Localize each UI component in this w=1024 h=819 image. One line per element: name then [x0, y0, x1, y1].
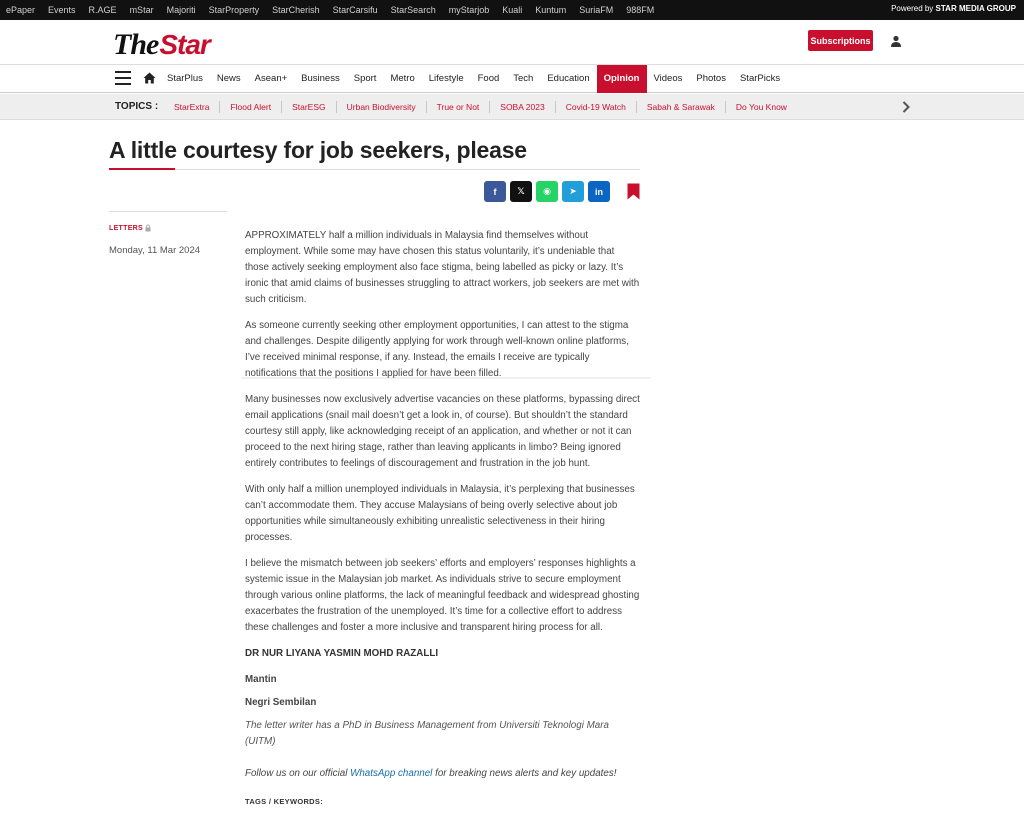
- chevron-right-icon[interactable]: [902, 101, 910, 113]
- network-link-starproperty[interactable]: StarProperty: [208, 5, 260, 15]
- x-icon: 𝕏: [517, 186, 525, 196]
- powered-by-prefix: Powered by: [891, 4, 934, 13]
- topic-soba-2023[interactable]: SOBA 2023: [489, 101, 554, 113]
- topics-bar: [0, 94, 1024, 120]
- nav-item-tech[interactable]: Tech: [513, 73, 534, 84]
- network-link-kuali[interactable]: Kuali: [502, 5, 523, 15]
- article-paragraph: I believe the mismatch between job seekers’ efforts and employers’ responses highlights a systemic issue in the Malaysian job market. As individuals strive to secure employment through various online platforms, the lack of meaningful feedback and widespread ghosting exacerbates the frustration of the unemployed. It’s time for a collective effort to address these challenges and foster a more inclusive and transparent hiring process for all.: [245, 558, 640, 633]
- network-link-mstar[interactable]: mStar: [129, 5, 154, 15]
- tags-label: TAGS / KEYWORDS:: [245, 796, 323, 806]
- article-paragraph: With only half a million unemployed individuals in Malaysia, it’s perplexing that businesses can’t accommodate them. They accuse Malaysians of being overly selective about job opportunities while simultaneously exhibiting unrealistic selectiveness in their hiring processes.: [245, 484, 635, 543]
- topic-do-you-know[interactable]: Do You Know: [725, 101, 797, 113]
- nav-item-metro[interactable]: Metro: [390, 73, 415, 84]
- network-links: [0, 5, 667, 15]
- user-icon[interactable]: [889, 34, 903, 48]
- topics-label: TOPICS :: [115, 101, 159, 112]
- nav-item-asean[interactable]: Asean+: [254, 73, 288, 84]
- follow-prefix: Follow us on our official: [245, 767, 348, 779]
- menu-icon[interactable]: [115, 71, 131, 86]
- nav-item-education[interactable]: Education: [547, 73, 590, 84]
- article-body: [245, 228, 640, 810]
- site-header: [0, 20, 1024, 65]
- article-paragraph: APPROXIMATELY half a million individuals in Malaysia find themselves without employment. While some may have chosen this status voluntarily, it’s undeniable that those actively seeking employment also face stigma, being labelled as picky or lazy. It’s ironic that amid claims of businesses struggling to attract workers, job seekers are met with such criticism.: [245, 230, 640, 305]
- home-icon[interactable]: [143, 72, 156, 84]
- powered-by: [891, 4, 1016, 13]
- network-link-events[interactable]: Events: [48, 5, 76, 15]
- topic-staresg[interactable]: StarESG: [281, 101, 336, 113]
- telegram-icon: ➤: [569, 186, 577, 196]
- powered-by-brand[interactable]: STAR MEDIA GROUP: [935, 4, 1016, 13]
- share-telegram-button[interactable]: [562, 181, 584, 202]
- author-state: Negri Sembilan: [245, 697, 317, 709]
- network-link-epaper[interactable]: ePaper: [6, 5, 36, 15]
- nav-item-news[interactable]: News: [216, 73, 241, 84]
- lock-icon: [145, 224, 151, 232]
- author-name: DR NUR LIYANA YASMIN MOHD RAZALLI: [245, 648, 439, 660]
- nav-item-food[interactable]: Food: [477, 73, 500, 84]
- network-link-rage[interactable]: R.AGE: [88, 5, 117, 15]
- topic-starextra[interactable]: StarExtra: [174, 102, 210, 112]
- nav-item-opinion[interactable]: Opinion: [597, 65, 647, 93]
- topic-sabah-sarawak[interactable]: Sabah & Sarawak: [636, 101, 725, 113]
- meta-divider: [109, 211, 227, 212]
- author-note: The letter writer has a PhD in Business Management from Universiti Teknologi Mara (UITM): [245, 720, 609, 747]
- logo-star: Star: [159, 29, 210, 60]
- topics-items: [164, 94, 797, 120]
- nav-item-photos[interactable]: Photos: [696, 73, 726, 84]
- share-linkedin-button[interactable]: [588, 181, 610, 202]
- network-link-suriafm[interactable]: SuriaFM: [579, 5, 614, 15]
- site-logo[interactable]: [113, 27, 210, 61]
- logo-the: The: [113, 28, 159, 61]
- topic-covid-19-watch[interactable]: Covid-19 Watch: [555, 101, 636, 113]
- page-title: A little courtesy for job seekers, please: [109, 137, 527, 163]
- nav-item-starpicks[interactable]: StarPicks: [739, 73, 781, 84]
- follow-suffix: for breaking news alerts and key updates!: [435, 767, 617, 779]
- network-link-kuntum[interactable]: Kuntum: [535, 5, 567, 15]
- nav-item-business[interactable]: Business: [301, 73, 340, 84]
- category-label[interactable]: LETTERS: [109, 225, 143, 232]
- network-bar: [0, 0, 1024, 20]
- facebook-icon: f: [493, 186, 497, 197]
- author-town: Mantin: [245, 674, 277, 686]
- share-whatsapp-button[interactable]: [536, 181, 558, 202]
- network-link-starcarsifu[interactable]: StarCarsifu: [332, 5, 378, 15]
- linkedin-icon: in: [595, 186, 603, 197]
- whatsapp-icon: ◉: [543, 186, 551, 196]
- topic-true-or-not[interactable]: True or Not: [426, 101, 490, 113]
- nav-item-sport[interactable]: Sport: [353, 73, 377, 84]
- publish-date: Monday, 11 Mar 2024: [109, 245, 201, 256]
- nav-item-starplus[interactable]: StarPlus: [167, 73, 203, 84]
- network-link-mystarjob[interactable]: myStarjob: [448, 5, 490, 15]
- nav-item-videos[interactable]: Videos: [653, 73, 683, 84]
- subscriptions-button[interactable]: Subscriptions: [808, 30, 873, 51]
- network-link-starsearch[interactable]: StarSearch: [390, 5, 436, 15]
- follow-notice: [245, 766, 640, 782]
- topic-flood-alert[interactable]: Flood Alert: [219, 101, 281, 113]
- whatsapp-channel-link[interactable]: WhatsApp channel: [350, 767, 433, 779]
- article-paragraph: Many businesses now exclusively advertise vacancies on these platforms, bypassing direct email applications (snail mail doesn’t get a look in, of course). But shouldn’t the standard courtesy still apply, like acknowledging receipt of an application, and whether or not it can proceed to the next hiring stage, rather than leaving applicants in limbo? Being ignored entirely contributes to feelings of discouragement and frustration in the job hunt.: [245, 394, 640, 469]
- bookmark-icon[interactable]: [627, 183, 640, 200]
- headline-divider: [109, 169, 640, 170]
- headline-accent: [109, 168, 175, 170]
- main-nav: [0, 65, 1024, 93]
- share-facebook-button[interactable]: [484, 181, 506, 202]
- nav-item-lifestyle[interactable]: Lifestyle: [428, 73, 464, 84]
- network-link-starcherish[interactable]: StarCherish: [272, 5, 320, 15]
- nav-items: [160, 65, 787, 93]
- topic-urban-biodiversity[interactable]: Urban Biodiversity: [336, 101, 426, 113]
- network-link-majoriti[interactable]: Majoriti: [166, 5, 196, 15]
- article-paragraph: As someone currently seeking other employment opportunities, I can attest to the stigma and challenges. Despite diligently applying for work through well-known online platforms, I’ve received minimal response, if any. Instead, the emails I receive are typically notifications that the positions I applied for have been filled.: [245, 320, 629, 379]
- network-link-988fm[interactable]: 988FM: [626, 5, 655, 15]
- share-x-button[interactable]: [510, 181, 532, 202]
